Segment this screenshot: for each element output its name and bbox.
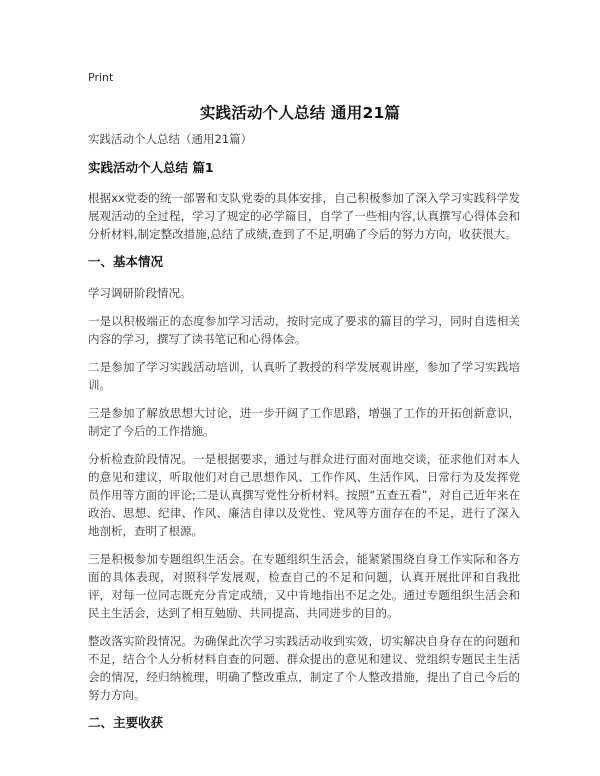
rectification-paragraph: 整改落实阶段情况。为确保此次学习实践活动收到实效，切实解决自身存在的问题和不足，结合个人分析材料自查的问题、群众提出的意见和建议、党组织专题民主生活会的情况，经归纳梳理，明确了整改重点，制定了个人整改措施，提出了自己今后的努力方向。 <box>88 634 520 702</box>
point-three-paragraph: 三是参加了解放思想大讨论，进一步开阔了工作思路，增强了工作的开拓创新意识，制定了今后的工作措施。 <box>88 406 520 438</box>
document-body <box>88 131 520 745</box>
organization-meeting-paragraph: 三是积极参加专题组织生活会。在专题组织生活会，能紧紧围绕自身工作实际和各方面的具体表现，对照科学发展观，检查自己的不足和问题，认真开展批评和自我批评，对每一位同志既充分肯定成绩，又中肯地指出不足之处。通过专题组织生活会和民主生活会，达到了相互勉励、共同提高、共同进步的目的。 <box>88 552 520 620</box>
section-heading-main-gains: 二、主要收获 <box>88 715 164 730</box>
print-link[interactable]: Print <box>88 71 114 84</box>
analysis-paragraph: 分析检查阶段情况。一是根据要求，通过与群众进行面对面地交谈，征求他们对本人的意见和建议，听取他们对自己思想作风、工作作风、生活作风、日常行为及发挥党员作用等方面的评论;二是认真撰写党性分析材料。按照“五查五看”，对自己近年来在政治、思想、纪律、作风、廉洁自律以及党性、党风等方面存在的不足，进行了深入地剖析，查明了根源。 <box>88 452 520 538</box>
page-title: 实践活动个人总结 通用21篇 <box>199 104 401 122</box>
study-stage-paragraph: 学习调研阶段情况。 <box>88 286 192 300</box>
document-subtitle: 实践活动个人总结（通用21篇） <box>88 132 253 146</box>
point-two-paragraph: 二是参加了学习实践活动培训，认真听了教授的科学发展观讲座，参加了学习实践培训。 <box>88 360 520 392</box>
intro-paragraph: 根据xx党委的统一部署和支队党委的具体安排，自己积极参加了深入学习实践科学发展观活动的全过程，学习了规定的必学篇目，自学了一些相内容,认真撰写心得体会和分析材料,制定整改措施,总结了成绩,查到了不足,明确了今后的努力方向，收获很大。 <box>88 191 520 241</box>
point-one-paragraph: 一是以积极端正的态度参加学习活动，按时完成了要求的篇目的学习，同时自选相关内容的学习，撰写了读书笔记和心得体会。 <box>88 314 520 346</box>
article-heading: 实践活动个人总结 篇1 <box>88 160 214 175</box>
section-heading-basic-situation: 一、基本情况 <box>88 254 164 269</box>
